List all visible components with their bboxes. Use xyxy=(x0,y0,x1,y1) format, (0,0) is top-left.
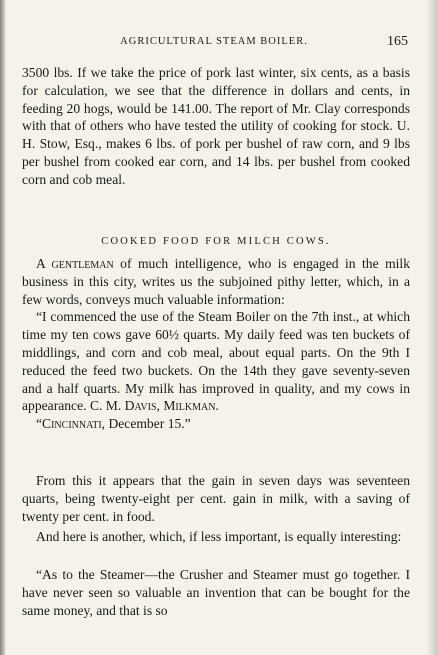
lead-in-words: A gentleman xyxy=(36,256,114,271)
letter-text: “I commenced the use of the Steam Boiler on the 7th inst., at which time my ten cows gave 60½ quarts. My daily feed was ten buckets of middlings, and corn and cob meal, about equal parts. On the 9th I reduced the feed two buckets. On the 14th they gave seventy-seven and a half quarts. My milk has improved in quality, and my cows in appearance. xyxy=(22,309,410,414)
paragraph-dateline xyxy=(22,415,410,433)
paragraph-text: 3500 lbs. If we take the price of pork last winter, six cents, as a basis for calculation, we see that the difference in dollars and cents, in feeding 20 hogs, would be 141.00. The report of Mr. Clay corresponds with that of others who have tested the utility of cooking for stock. U. H. Stow, Esq., makes 6 lbs. of pork per bushel of raw corn, and 9 lbs per bushel from cooked ear corn, and 14 lbs. per bushel from cooked corn and cob meal. xyxy=(22,65,410,187)
paragraph-introduction xyxy=(22,255,410,308)
page-edge-shadow-left xyxy=(0,0,6,655)
paragraph-text: “As to the Steamer—the Crusher and Steamer must go together. I have never seen so valuable an invention that can be bought for the same money, and that is so xyxy=(22,567,410,618)
paragraph-letter xyxy=(22,308,410,415)
paragraph-transition xyxy=(22,528,410,546)
dateline-date: December 15.” xyxy=(105,416,191,432)
letter-signature: C. M. Davis, Milkman. xyxy=(89,398,219,414)
paragraph-text: From this it appears that the gain in seven days was seventeen quarts, being twenty-eight per cent. gain in milk, with a saving of twenty per cent. in food. xyxy=(22,473,410,524)
paragraph-block-letter xyxy=(22,255,410,433)
page-header xyxy=(20,34,408,52)
paragraph-text: of much intelligence, who is engaged in the milk business in this city, writes us the subjoined pithy letter, which, in a few words, conveys much valuable information: xyxy=(22,256,410,307)
dateline-place: “Cincinnati, xyxy=(36,416,106,432)
paragraph-conclusion xyxy=(22,472,410,525)
page-number: 165 xyxy=(387,34,408,49)
paragraph-text: And here is another, which, if less important, is equally interesting: xyxy=(36,529,402,544)
running-title: AGRICULTURAL STEAM BOILER. xyxy=(120,36,308,47)
paragraph-steamer-quote xyxy=(22,566,410,619)
section-heading: COOKED FOOD FOR MILCH COWS. xyxy=(101,236,331,247)
paragraph-pork-calculation xyxy=(22,64,410,189)
page-edge-shadow-right xyxy=(426,0,438,655)
